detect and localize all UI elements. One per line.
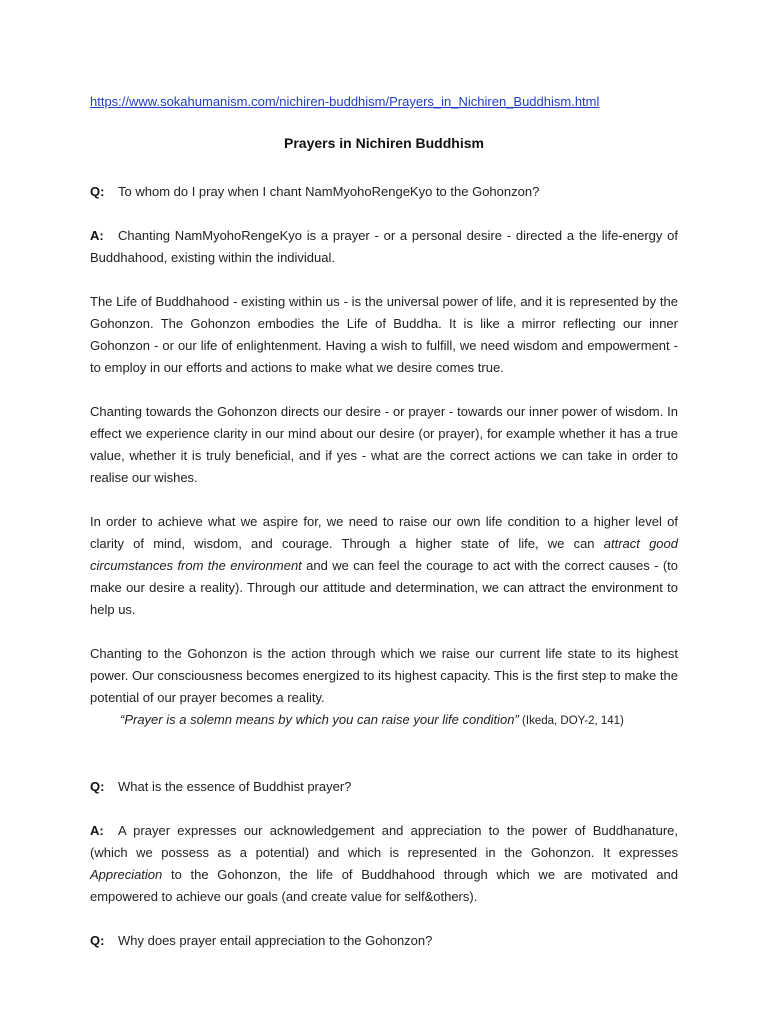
answer-2-emphasis: Appreciation — [90, 867, 163, 882]
source-url-link[interactable]: https://www.sokahumanism.com/nichiren-buddhism/Prayers_in_Nichiren_Buddhism.html — [90, 94, 600, 109]
answer-1 — [90, 225, 678, 269]
question-2 — [90, 776, 678, 798]
question-3 — [90, 930, 678, 952]
paragraph-2: Chanting towards the Gohonzon directs our desire - or prayer - towards our inner power of wisdom. In effect we experience clarity in our mind about our desire (or prayer), for example whether it has a true value, whether it is truly beneficial, and if yes - what are the correct actions we can take in order to realise our wishes. — [90, 404, 678, 485]
answer-2-text-a: A prayer expresses our acknowledgement and appreciation to the power of Buddhanature, (which we possess as a potential) and which is represented in the Gohonzon. It expresses — [90, 823, 678, 860]
qa-block-1 — [90, 181, 678, 269]
question-tag: Q: — [90, 933, 105, 948]
paragraph-1: The Life of Buddhahood - existing within us - is the universal power of life, and it is represented by the Gohonzon. The Gohonzon embodies the Life of Buddha. It is like a mirror reflecting our inner Gohonzon - or our life of enlightenment. Having a wish to fulfill, we need wisdom and empowerment - to employ in our efforts and actions to make what we desire comes true. — [90, 294, 678, 375]
quote-text: “Prayer is a solemn means by which you can raise your life condition” — [120, 712, 519, 727]
answer-tag: A: — [90, 228, 104, 243]
qa-block-3 — [90, 930, 678, 952]
answer-tag: A: — [90, 823, 104, 838]
question-2-text: What is the essence of Buddhist prayer? — [118, 779, 352, 794]
paragraph-3-text-a: In order to achieve what we aspire for, we need to raise our own life condition to a higher level of clarity of mind, wisdom, and courage. Through a higher state of life, we can — [90, 514, 678, 551]
answer-1-text: Chanting NamMyohoRengeKyo is a prayer - or a personal desire - directed a the life-energy of Buddhahood, existing within the individual. — [90, 228, 678, 265]
spacer — [90, 754, 678, 776]
paragraph-3 — [90, 511, 678, 621]
answer-2-text-b: to the Gohonzon, the life of Buddhahood through which we are motivated and empowered to achieve our goals (and create value for self&others). — [90, 867, 678, 904]
ikeda-quote — [90, 709, 678, 732]
question-tag: Q: — [90, 184, 105, 199]
question-tag: Q: — [90, 779, 105, 794]
page-title: Prayers in Nichiren Buddhism — [284, 135, 484, 151]
paragraph-3-text-b: and we can feel the courage to act with the correct causes - (to make our desire a reality). Through our attitude and determination, we can attract the environment to help us. — [90, 558, 678, 617]
question-1 — [90, 181, 678, 203]
paragraph-3-emphasis: attract good circumstances from the environment — [90, 536, 678, 573]
quote-citation: (Ikeda, DOY-2, 141) — [518, 715, 624, 727]
answer-2 — [90, 820, 678, 908]
paragraph-4: Chanting to the Gohonzon is the action through which we raise our current life state to its highest power. Our consciousness becomes energized to its highest capacity. This is the first step to make the potential of our prayer becomes a reality. — [90, 646, 678, 705]
question-1-text: To whom do I pray when I chant NamMyohoRengeKyo to the Gohonzon? — [118, 184, 540, 199]
qa-block-2 — [90, 776, 678, 908]
document-body — [90, 181, 678, 974]
question-3-text: Why does prayer entail appreciation to the Gohonzon? — [118, 933, 433, 948]
